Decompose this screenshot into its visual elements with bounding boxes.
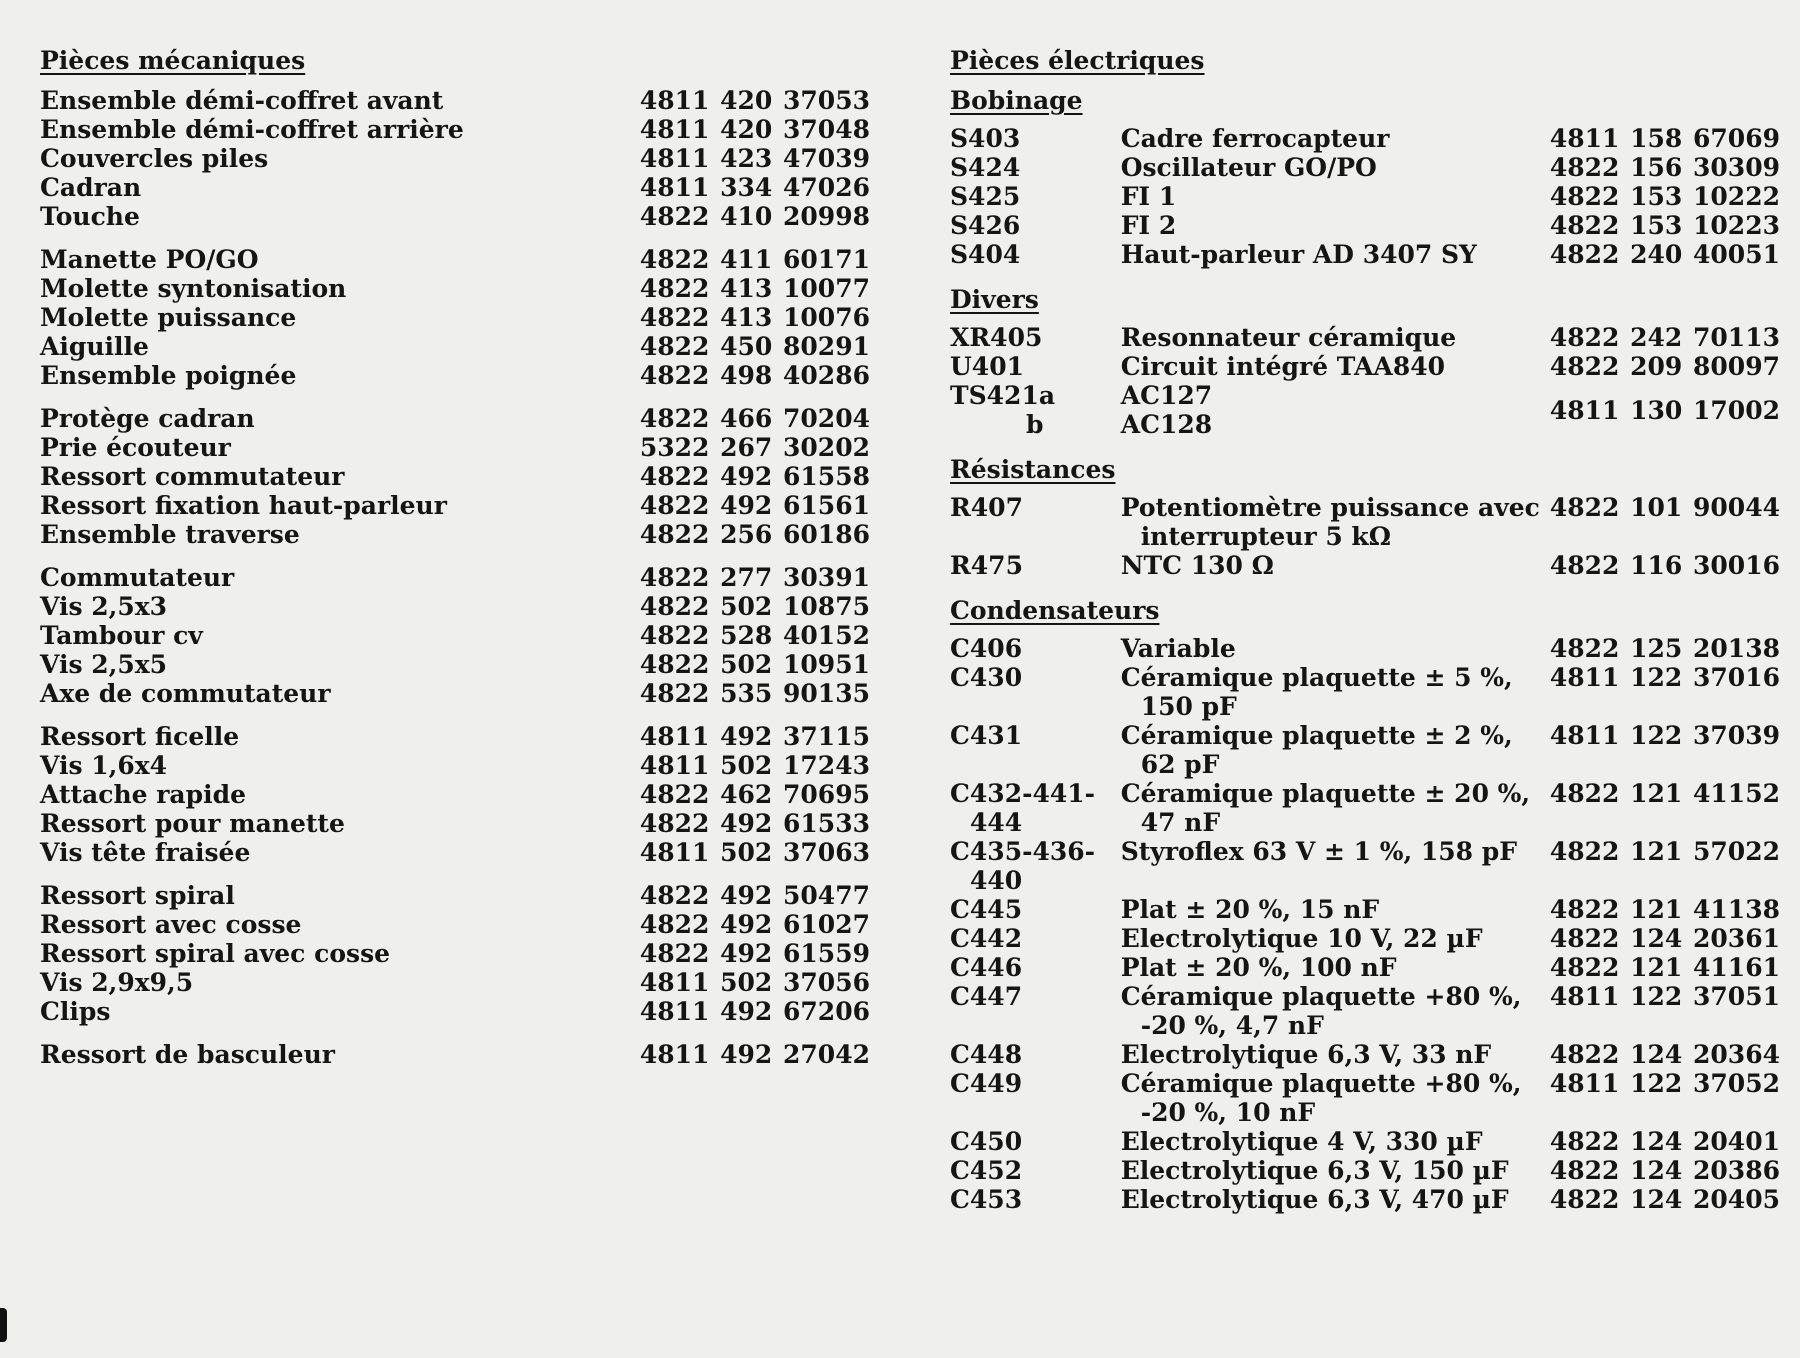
component-desc-line2: 62 pF [1140, 750, 1220, 779]
part-row [40, 650, 870, 679]
component-ref [950, 1127, 1121, 1156]
component-desc [1121, 837, 1550, 895]
part-code: 4822 492 61561 [639, 491, 870, 520]
part-code: 4822 502 10875 [639, 592, 870, 621]
component-code: 4822 124 20361 [1549, 924, 1780, 953]
section-title: Divers [950, 285, 1039, 314]
component-code: 4822 209 80097 [1549, 352, 1780, 381]
part-group [40, 245, 870, 390]
component-desc-line1: Circuit intégré TAA840 [1120, 352, 1446, 381]
component-ref-line1: R407 [950, 493, 1023, 522]
component-row [950, 924, 1780, 953]
part-name: Ressort avec cosse [40, 910, 302, 939]
part-name: Axe de commutateur [40, 679, 331, 708]
part-group [40, 1040, 870, 1069]
component-ref-line1: C447 [950, 982, 1023, 1011]
electrical-parts-column [950, 46, 1780, 1228]
component-desc-line1: Céramique plaquette ± 2 %, [1120, 721, 1513, 750]
component-ref [950, 779, 1121, 837]
component-ref-line1: C453 [950, 1185, 1023, 1214]
part-row [40, 780, 870, 809]
component-ref [950, 153, 1121, 182]
component-code: 4822 125 20138 [1549, 634, 1780, 663]
part-name: Ressort spiral [40, 881, 235, 910]
part-name: Ressort pour manette [40, 809, 345, 838]
component-code: 4822 124 20401 [1549, 1127, 1780, 1156]
part-code: 4822 535 90135 [639, 679, 870, 708]
section-rows [950, 124, 1780, 269]
component-code: 4822 121 57022 [1549, 837, 1780, 866]
component-desc-line1: AC127 [1120, 381, 1213, 410]
part-code: 4822 492 50477 [639, 881, 870, 910]
part-code: 4811 334 47026 [639, 173, 870, 202]
component-ref-line1: C442 [950, 924, 1023, 953]
component-desc [1121, 721, 1550, 779]
part-row [40, 274, 870, 303]
component-ref [950, 634, 1121, 663]
component-ref [950, 323, 1121, 352]
electrical-parts-title: Pièces électriques [950, 46, 1205, 75]
part-code: 4822 502 10951 [639, 650, 870, 679]
component-desc [1121, 953, 1550, 982]
component-ref-line1: C432-441- [950, 779, 1096, 808]
part-row [40, 881, 870, 910]
part-name: Ressort commutateur [40, 462, 345, 491]
part-row [40, 491, 870, 520]
part-code: 4811 492 27042 [639, 1040, 870, 1069]
component-desc-line2: -20 %, 10 nF [1140, 1098, 1316, 1127]
component-ref [950, 895, 1121, 924]
part-code: 4811 423 47039 [639, 144, 870, 173]
component-desc-line1: Electrolytique 10 V, 22 µF [1120, 924, 1483, 953]
component-code: 4822 101 90044 [1549, 493, 1780, 522]
part-row [40, 722, 870, 751]
component-ref-line1: C448 [950, 1040, 1023, 1069]
component-desc-line1: Potentiomètre puissance avec [1120, 493, 1540, 522]
component-ref [950, 1156, 1121, 1185]
part-row [40, 115, 870, 144]
component-desc [1121, 352, 1550, 381]
part-code: 4822 411 60171 [639, 245, 870, 274]
page-edge-mark [0, 1308, 7, 1342]
part-name: Vis 2,9x9,5 [40, 968, 194, 997]
component-ref [950, 551, 1121, 580]
component-ref-line1: C452 [950, 1156, 1023, 1185]
component-ref-line1: C449 [950, 1069, 1023, 1098]
component-desc [1121, 1127, 1550, 1156]
component-row [950, 895, 1780, 924]
part-code: 4822 492 61559 [639, 939, 870, 968]
part-row [40, 1040, 870, 1069]
part-row [40, 433, 870, 462]
component-ref [950, 211, 1121, 240]
section-title: Résistances [950, 455, 1116, 484]
component-ref [950, 721, 1121, 779]
part-row [40, 144, 870, 173]
component-ref [950, 837, 1121, 895]
part-code: 4822 492 61558 [639, 462, 870, 491]
component-ref-line1: U401 [950, 352, 1024, 381]
component-row [950, 721, 1780, 779]
part-row [40, 563, 870, 592]
component-row [950, 982, 1780, 1040]
part-row [40, 245, 870, 274]
component-desc-line2: interrupteur 5 kΩ [1140, 522, 1391, 551]
component-desc-line1: FI 2 [1120, 211, 1177, 240]
component-ref-line1: S425 [950, 182, 1021, 211]
component-code: 4822 153 10222 [1549, 182, 1780, 211]
component-desc-line1: Céramique plaquette +80 %, [1120, 1069, 1522, 1098]
component-desc [1121, 1069, 1550, 1127]
component-code: 4822 240 40051 [1549, 240, 1780, 269]
part-row [40, 520, 870, 549]
section-rows [950, 493, 1780, 580]
part-code: 5322 267 30202 [639, 433, 870, 462]
component-row [950, 124, 1780, 153]
part-code: 4822 410 20998 [639, 202, 870, 231]
component-ref [950, 982, 1121, 1040]
part-code: 4811 420 37053 [639, 86, 870, 115]
part-code: 4811 492 37115 [639, 722, 870, 751]
component-row [950, 1185, 1780, 1214]
component-ref-line1: S404 [950, 240, 1021, 269]
component-ref [950, 1185, 1121, 1214]
part-row [40, 838, 870, 867]
component-desc-line1: Plat ± 20 %, 15 nF [1120, 895, 1380, 924]
component-ref-line1: C445 [950, 895, 1023, 924]
component-desc-line2: 47 nF [1140, 808, 1221, 837]
component-desc [1121, 1185, 1550, 1214]
part-name: Ensemble traverse [40, 520, 300, 549]
part-row [40, 997, 870, 1026]
part-row [40, 332, 870, 361]
part-row [40, 173, 870, 202]
component-ref-line1: R475 [950, 551, 1023, 580]
component-code: 4811 158 67069 [1549, 124, 1780, 153]
component-row [950, 1156, 1780, 1185]
component-desc-line1: Céramique plaquette ± 20 %, [1120, 779, 1531, 808]
component-row [950, 323, 1780, 352]
component-desc-line1: Electrolytique 6,3 V, 150 µF [1120, 1156, 1509, 1185]
component-ref [950, 352, 1121, 381]
component-desc [1121, 124, 1550, 153]
part-row [40, 968, 870, 997]
part-name: Vis 2,5x5 [40, 650, 168, 679]
part-group [40, 404, 870, 549]
component-row [950, 1127, 1780, 1156]
component-code: 4822 121 41138 [1549, 895, 1780, 924]
component-desc [1121, 153, 1550, 182]
part-group [40, 563, 870, 708]
part-code: 4822 413 10077 [639, 274, 870, 303]
section-rows [950, 323, 1780, 439]
component-row [950, 240, 1780, 269]
component-ref-line1: C431 [950, 721, 1023, 750]
section-rows [950, 634, 1780, 1214]
component-desc [1121, 634, 1550, 663]
component-row [950, 493, 1780, 551]
component-desc [1121, 240, 1550, 269]
part-row [40, 679, 870, 708]
part-name: Prie écouteur [40, 433, 231, 462]
component-desc-line1: Resonnateur céramique [1120, 323, 1457, 352]
part-code: 4811 502 37063 [639, 838, 870, 867]
part-row [40, 751, 870, 780]
mechanical-parts-list [40, 86, 870, 1069]
component-desc [1121, 182, 1550, 211]
part-group [40, 722, 870, 867]
component-desc [1121, 381, 1550, 439]
part-code: 4822 450 80291 [639, 332, 870, 361]
part-code: 4811 420 37048 [639, 115, 870, 144]
component-desc [1121, 779, 1550, 837]
part-group [40, 881, 870, 1026]
component-code: 4811 122 37016 [1549, 663, 1780, 692]
component-ref-line2: b [1026, 410, 1044, 439]
part-name: Ensemble démi-coffret arrière [40, 115, 464, 144]
component-row [950, 634, 1780, 663]
part-name: Commutateur [40, 563, 235, 592]
component-row [950, 953, 1780, 982]
component-ref-line1: XR405 [950, 323, 1043, 352]
component-desc-line1: Styroflex 63 V ± 1 %, 158 pF [1120, 837, 1517, 866]
component-code: 4822 121 41161 [1549, 953, 1780, 982]
part-code: 4822 528 40152 [639, 621, 870, 650]
component-row [950, 211, 1780, 240]
part-code: 4811 492 67206 [639, 997, 870, 1026]
part-row [40, 404, 870, 433]
section-title: Bobinage [950, 86, 1083, 115]
part-name: Manette PO/GO [40, 245, 259, 274]
component-ref-line2: 440 [970, 866, 1023, 895]
component-row [950, 352, 1780, 381]
component-desc-line1: NTC 130 Ω [1120, 551, 1274, 580]
component-ref [950, 953, 1121, 982]
part-name: Protège cadran [40, 404, 255, 433]
component-row [950, 779, 1780, 837]
component-code: 4822 242 70113 [1549, 323, 1780, 352]
component-ref [950, 381, 1121, 439]
part-code: 4822 462 70695 [639, 780, 870, 809]
part-row [40, 303, 870, 332]
part-name: Ressort spiral avec cosse [40, 939, 391, 968]
component-desc-line1: FI 1 [1120, 182, 1177, 211]
component-ref-line1: C450 [950, 1127, 1023, 1156]
component-ref [950, 1069, 1121, 1127]
part-code: 4822 498 40286 [639, 361, 870, 390]
component-row [950, 551, 1780, 580]
component-row [950, 1040, 1780, 1069]
component-desc [1121, 551, 1550, 580]
part-name: Vis 2,5x3 [40, 592, 168, 621]
part-name: Touche [40, 202, 140, 231]
component-ref-line2: 444 [970, 808, 1023, 837]
component-code: 4811 122 37052 [1549, 1069, 1780, 1098]
part-code: 4822 466 70204 [639, 404, 870, 433]
component-desc-line2: AC128 [1120, 410, 1213, 439]
part-code: 4811 502 17243 [639, 751, 870, 780]
component-row [950, 381, 1780, 439]
part-code: 4811 502 37056 [639, 968, 870, 997]
part-name: Tambour cv [40, 621, 203, 650]
part-name: Clips [40, 997, 111, 1026]
part-name: Ressort ficelle [40, 722, 240, 751]
component-ref [950, 1040, 1121, 1069]
part-name: Couvercles piles [40, 144, 269, 173]
component-ref-line1: C406 [950, 634, 1023, 663]
section-title: Condensateurs [950, 596, 1160, 625]
component-ref-line1: C430 [950, 663, 1023, 692]
component-ref [950, 124, 1121, 153]
component-desc-line2: -20 %, 4,7 nF [1140, 1011, 1324, 1040]
component-code: 4822 124 20405 [1549, 1185, 1780, 1214]
component-desc-line1: Céramique plaquette +80 %, [1120, 982, 1522, 1011]
component-code: 4822 124 20364 [1549, 1040, 1780, 1069]
component-desc [1121, 924, 1550, 953]
component-desc [1121, 982, 1550, 1040]
part-name: Ressort de basculeur [40, 1040, 335, 1069]
component-row [950, 663, 1780, 721]
part-code: 4822 492 61027 [639, 910, 870, 939]
component-ref-line1: TS421a [950, 381, 1056, 410]
component-desc-line1: Variable [1120, 634, 1236, 663]
part-code: 4822 256 60186 [639, 520, 870, 549]
electrical-parts-list [950, 86, 1780, 1214]
component-ref [950, 182, 1121, 211]
part-name: Molette syntonisation [40, 274, 347, 303]
part-code: 4822 413 10076 [639, 303, 870, 332]
component-code: 4822 156 30309 [1549, 153, 1780, 182]
component-code: 4811 122 37039 [1549, 721, 1780, 750]
part-code: 4822 277 30391 [639, 563, 870, 592]
part-row [40, 910, 870, 939]
component-code: 4822 121 41152 [1549, 779, 1780, 808]
part-group [40, 86, 870, 231]
component-desc-line1: Haut-parleur AD 3407 SY [1120, 240, 1477, 269]
component-desc-line1: Oscillateur GO/PO [1120, 153, 1377, 182]
component-ref-line1: S426 [950, 211, 1021, 240]
part-name: Ensemble poignée [40, 361, 297, 390]
component-desc [1121, 663, 1550, 721]
part-row [40, 462, 870, 491]
component-desc-line1: Plat ± 20 %, 100 nF [1120, 953, 1397, 982]
component-desc-line1: Céramique plaquette ± 5 %, [1120, 663, 1513, 692]
component-ref [950, 240, 1121, 269]
component-desc [1121, 323, 1550, 352]
component-desc-line1: Electrolytique 6,3 V, 470 µF [1120, 1185, 1509, 1214]
part-name: Cadran [40, 173, 142, 202]
part-name: Ressort fixation haut-parleur [40, 491, 447, 520]
component-desc [1121, 1040, 1550, 1069]
component-desc [1121, 493, 1550, 551]
component-code: 4822 124 20386 [1549, 1156, 1780, 1185]
component-ref [950, 924, 1121, 953]
part-code: 4822 492 61533 [639, 809, 870, 838]
part-name: Attache rapide [40, 780, 246, 809]
part-row [40, 939, 870, 968]
component-code: 4811 130 17002 [1549, 395, 1780, 425]
part-name: Molette puissance [40, 303, 297, 332]
component-code: 4822 153 10223 [1549, 211, 1780, 240]
part-row [40, 202, 870, 231]
component-row [950, 1069, 1780, 1127]
component-desc-line2: 150 pF [1140, 692, 1237, 721]
component-row [950, 153, 1780, 182]
component-ref-line1: S403 [950, 124, 1021, 153]
part-name: Ensemble démi-coffret avant [40, 86, 444, 115]
part-name: Vis tête fraisée [40, 838, 251, 867]
mechanical-parts-column [40, 46, 870, 1083]
component-desc [1121, 1156, 1550, 1185]
component-desc-line1: Cadre ferrocapteur [1120, 124, 1390, 153]
part-row [40, 621, 870, 650]
part-row [40, 809, 870, 838]
part-row [40, 361, 870, 390]
component-ref-line1: S424 [950, 153, 1021, 182]
component-row [950, 837, 1780, 895]
component-desc-line1: Electrolytique 4 V, 330 µF [1120, 1127, 1483, 1156]
component-row [950, 182, 1780, 211]
component-desc [1121, 211, 1550, 240]
part-name: Vis 1,6x4 [40, 751, 168, 780]
component-desc-line1: Electrolytique 6,3 V, 33 nF [1120, 1040, 1492, 1069]
component-code: 4811 122 37051 [1549, 982, 1780, 1011]
component-ref [950, 663, 1121, 721]
part-row [40, 592, 870, 621]
part-row [40, 86, 870, 115]
component-desc [1121, 895, 1550, 924]
component-ref [950, 493, 1121, 551]
mechanical-parts-title: Pièces mécaniques [40, 46, 306, 75]
component-code: 4822 116 30016 [1549, 551, 1780, 580]
component-ref-line1: C435-436- [950, 837, 1096, 866]
component-ref-line1: C446 [950, 953, 1023, 982]
part-name: Aiguille [40, 332, 149, 361]
